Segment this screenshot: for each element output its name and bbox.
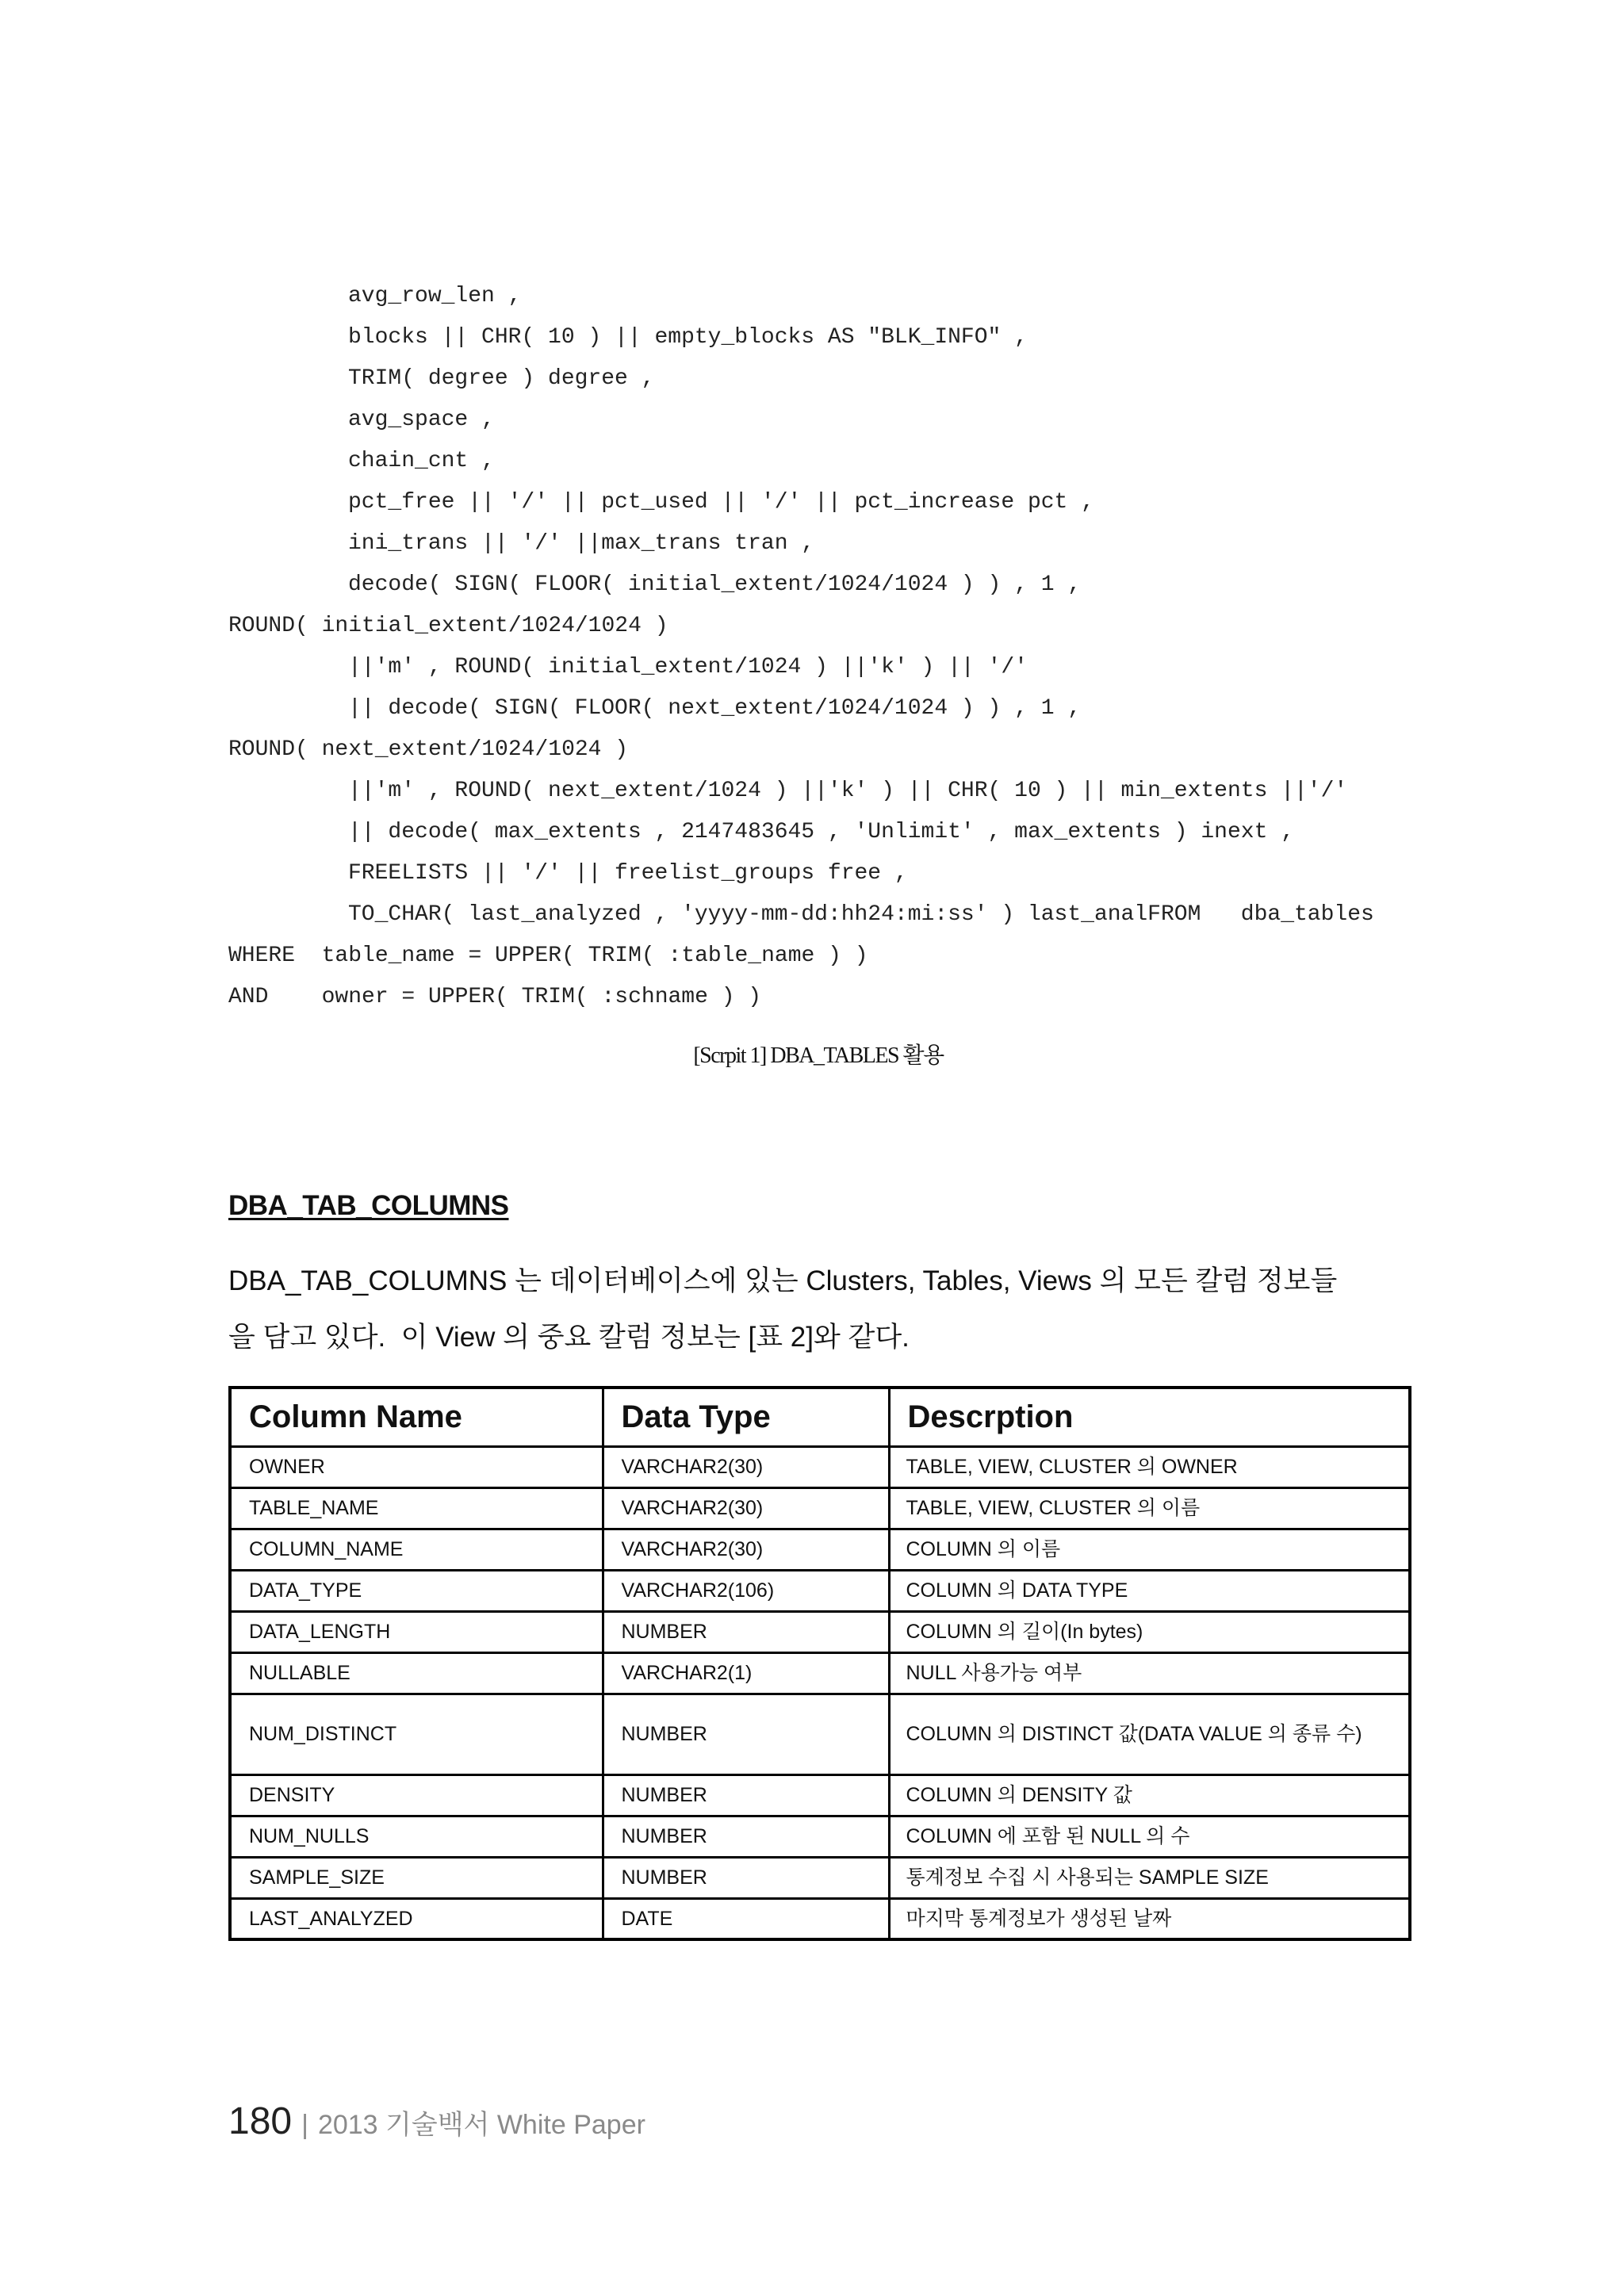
table-row — [230, 1611, 1410, 1652]
code-line: || decode( max_extents , 2147483645 , 'Unlimit' , max_extents ) inext , — [348, 820, 1294, 844]
footer-separator: | — [301, 2110, 308, 2140]
code-line: ROUND( next_extent/1024/1024 ) — [228, 737, 629, 762]
code-line: TO_CHAR( last_analyzed , 'yyyy-mm-dd:hh24:mi:ss' ) last_analFROM dba_tables — [348, 902, 1374, 927]
code-line: || decode( SIGN( FLOOR( next_extent/1024/1024 ) ) , 1 , — [348, 696, 1082, 721]
cell-description: COLUMN 의 이름 — [889, 1529, 1410, 1570]
table-row — [230, 1774, 1410, 1816]
cell-data-type: NUMBER — [603, 1694, 889, 1774]
cell-column-name: DATA_TYPE — [230, 1570, 603, 1611]
code-line: chain_cnt , — [348, 449, 495, 473]
code-line: TRIM( degree ) degree , — [348, 366, 655, 391]
paragraph-line: 을 담고 있다. 이 View 의 중요 칼럼 정보는 [표 2]와 같다. — [228, 1322, 910, 1353]
table-row — [230, 1570, 1410, 1611]
code-line: avg_row_len , — [348, 284, 522, 308]
table-row — [230, 1446, 1410, 1487]
cell-column-name: OWNER — [230, 1446, 603, 1487]
code-line: ||'m' , ROUND( next_extent/1024 ) ||'k' ) || CHR( 10 ) || min_extents ||'/' — [348, 779, 1348, 803]
cell-description: COLUMN 의 DATA TYPE — [889, 1570, 1410, 1611]
cell-column-name: NUM_NULLS — [230, 1816, 603, 1857]
header-data-type: Data Type — [603, 1388, 889, 1446]
cell-data-type: VARCHAR2(30) — [603, 1446, 889, 1487]
code-line: ROUND( initial_extent/1024/1024 ) — [228, 614, 668, 638]
cell-column-name: TABLE_NAME — [230, 1487, 603, 1529]
footer-title: 2013 기술백서 White Paper — [317, 2110, 645, 2140]
section-heading: DBA_TAB_COLUMNS — [228, 1190, 509, 1221]
cell-column-name: DENSITY — [230, 1774, 603, 1816]
cell-description: 통계정보 수집 시 사용되는 SAMPLE SIZE — [889, 1857, 1410, 1898]
code-line: FREELISTS || '/' || freelist_groups free , — [348, 861, 908, 886]
cell-column-name: COLUMN_NAME — [230, 1529, 603, 1570]
header-description: Descrption — [889, 1388, 1410, 1446]
cell-data-type: NUMBER — [603, 1774, 889, 1816]
cell-column-name: NUM_DISTINCT — [230, 1694, 603, 1774]
code-line: AND owner = UPPER( TRIM( :schname ) ) — [228, 985, 762, 1009]
cell-column-name: DATA_LENGTH — [230, 1611, 603, 1652]
code-line: WHERE table_name = UPPER( TRIM( :table_name ) ) — [228, 944, 868, 968]
script-caption: [Scrpit 1] DBA_TABLES 활용 — [693, 1043, 944, 1068]
section-paragraph — [228, 1253, 1497, 1365]
cell-data-type: NUMBER — [603, 1857, 889, 1898]
cell-description: NULL 사용가능 여부 — [889, 1652, 1410, 1694]
code-line: avg_space , — [348, 408, 495, 432]
cell-data-type: VARCHAR2(1) — [603, 1652, 889, 1694]
cell-column-name: LAST_ANALYZED — [230, 1898, 603, 1939]
cell-column-name: SAMPLE_SIZE — [230, 1857, 603, 1898]
paragraph-line: DBA_TAB_COLUMNS 는 데이터베이스에 있는 Clusters, Tables, Views 의 모든 칼럼 정보들 — [228, 1265, 1338, 1296]
page-footer — [228, 2100, 645, 2143]
cell-data-type: NUMBER — [603, 1611, 889, 1652]
cell-column-name: NULLABLE — [230, 1652, 603, 1694]
code-line: ini_trans || '/' ||max_trans tran , — [348, 531, 815, 556]
code-line: ||'m' , ROUND( initial_extent/1024 ) ||'k' ) || '/' — [348, 655, 1028, 679]
table-row — [230, 1898, 1410, 1939]
header-column-name: Column Name — [230, 1388, 603, 1446]
table-row — [230, 1487, 1410, 1529]
cell-data-type: DATE — [603, 1898, 889, 1939]
code-line: decode( SIGN( FLOOR( initial_extent/1024/1024 ) ) , 1 , — [348, 572, 1082, 597]
cell-description: TABLE, VIEW, CLUSTER 의 이름 — [889, 1487, 1410, 1529]
cell-description: COLUMN 의 길이(In bytes) — [889, 1611, 1410, 1652]
cell-description: TABLE, VIEW, CLUSTER 의 OWNER — [889, 1446, 1410, 1487]
page-number: 180 — [228, 2100, 293, 2142]
cell-data-type: NUMBER — [603, 1816, 889, 1857]
table-row — [230, 1529, 1410, 1570]
cell-data-type: VARCHAR2(106) — [603, 1570, 889, 1611]
code-line: pct_free || '/' || pct_used || '/' || pct_increase pct , — [348, 490, 1094, 515]
table-header-row — [230, 1388, 1410, 1446]
cell-description: 마지막 통계정보가 생성된 날짜 — [889, 1898, 1410, 1939]
cell-description: COLUMN 에 포함 된 NULL 의 수 — [889, 1816, 1410, 1857]
column-info-table — [228, 1386, 1411, 1941]
cell-data-type: VARCHAR2(30) — [603, 1529, 889, 1570]
sql-script-block — [228, 276, 1576, 1018]
cell-data-type: VARCHAR2(30) — [603, 1487, 889, 1529]
code-line: blocks || CHR( 10 ) || empty_blocks AS "BLK_INFO" , — [348, 325, 1028, 350]
table-row — [230, 1694, 1410, 1774]
table-row — [230, 1652, 1410, 1694]
cell-description: COLUMN 의 DENSITY 값 — [889, 1774, 1410, 1816]
table-row — [230, 1857, 1410, 1898]
cell-description: COLUMN 의 DISTINCT 값(DATA VALUE 의 종류 수) — [889, 1694, 1410, 1774]
table-row — [230, 1816, 1410, 1857]
